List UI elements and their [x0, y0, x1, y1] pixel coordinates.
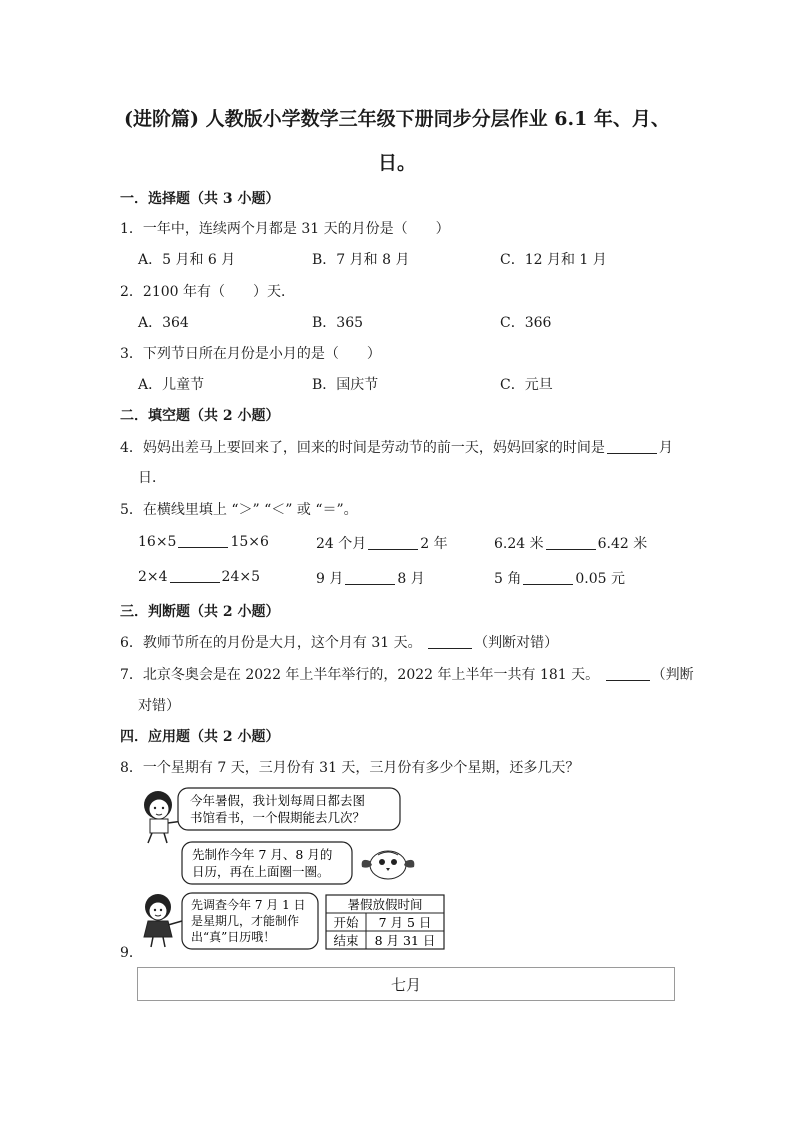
q5-item-4: 2×4 24×5 [138, 569, 260, 585]
q6-answer-blank[interactable] [428, 634, 472, 649]
page-title-line2: 日。 [377, 152, 416, 174]
boy-figure-icon [144, 791, 183, 843]
q5-blank-5[interactable] [345, 570, 395, 585]
q5-blank-6[interactable] [523, 570, 573, 585]
section-heading-choice: 一．选择题（共 3 小题） [120, 191, 280, 207]
table-row1-value: 7 月 5 日 [378, 915, 432, 930]
bubble3-line3: 出“真”日历哦！ [191, 930, 276, 944]
q5-item-6: 5 角 0.05 元 [494, 571, 625, 587]
q4-line2: 日． [138, 470, 166, 486]
calendar-month-header: 七月 [137, 967, 675, 1001]
bubble2-line2: 日历，再在上面圈一圈。 [192, 864, 330, 879]
question-3: 3．下列节日所在月份是小月的是（ ） [120, 346, 381, 362]
q5-blank-2[interactable] [368, 535, 418, 550]
vacation-table [326, 895, 444, 949]
table-row1-label: 开始 [333, 915, 359, 930]
question-1: 1．一年中，连续两个月都是 31 天的月份是（ ） [120, 221, 450, 237]
q1-option-b: B．7 月和 8 月 [312, 252, 410, 268]
bubble1-line2: 书馆看书，一个假期能去几次？ [190, 810, 366, 825]
question-9-number: 9． [120, 945, 143, 961]
q2-option-c: C．366 [500, 315, 552, 331]
q2-option-b: B．365 [312, 315, 364, 331]
q4-month-label: 月 [658, 440, 673, 456]
table-title: 暑假放假时间 [347, 897, 423, 912]
question-8: 8．一个星期有 7 天，三月份有 31 天，三月份有多少个星期，还多几天？ [120, 760, 580, 776]
q5-item-1: 16×5 15×6 [138, 534, 269, 550]
question-4 [120, 437, 673, 457]
q3-option-c: C．元旦 [500, 377, 553, 393]
q2-option-a: A．364 [138, 315, 189, 331]
bubble1-line1: 今年暑假，我计划每周日都去图 [190, 793, 366, 808]
table-row2-label: 结束 [333, 933, 359, 948]
q1-option-a: A．5 月和 6 月 [138, 252, 236, 268]
section-heading-fill: 二．填空题（共 2 小题） [120, 408, 280, 424]
owl-figure-icon [362, 851, 415, 879]
q9-illustration [138, 785, 458, 955]
q3-option-b: B．国庆节 [312, 377, 379, 393]
bubble3-line2: 是星期几，才能制作 [191, 914, 300, 928]
q5-blank-1[interactable] [178, 533, 228, 548]
section-heading-application: 四．应用题（共 2 小题） [120, 729, 280, 745]
bubble2-line1: 先制作今年 7 月、8 月的 [192, 847, 333, 862]
q7-line2: 对错） [138, 698, 180, 714]
bubble3-line1: 先调查今年 7 月 1 日 [191, 898, 306, 912]
q3-option-a: A．儿童节 [138, 377, 205, 393]
q5-blank-4[interactable] [170, 568, 220, 583]
question-7: 7．北京冬奥会是在 2022 年上半年举行的，2022 年上半年一共有 181 天。 （判断 [120, 667, 694, 683]
q7-answer-blank[interactable] [606, 666, 650, 681]
q4-answer-blank[interactable] [607, 439, 657, 454]
table-row2-value: 8 月 31 日 [374, 933, 436, 948]
girl-figure-icon [144, 894, 182, 947]
page-title-line1: (进阶篇) 人教版小学数学三年级下册同步分层作业 6.1 年、月、 [124, 108, 670, 130]
question-6: 6．教师节所在的月份是大月，这个月有 31 天。 （判断对错） [120, 635, 559, 651]
q5-item-3: 6.24 米 6.42 米 [494, 536, 648, 552]
question-5: 5．在横线里填上 “＞” “＜” 或 “＝”。 [120, 502, 358, 518]
q5-item-5: 9 月 8 月 [316, 571, 425, 587]
q5-blank-3[interactable] [546, 535, 596, 550]
q4-text: 4．妈妈出差马上要回来了，回来的时间是劳动节的前一天，妈妈回家的时间是 [120, 440, 605, 456]
question-2: 2．2100 年有（ ）天． [120, 284, 295, 300]
q1-option-c: C．12 月和 1 月 [500, 252, 607, 268]
section-heading-judge: 三．判断题（共 2 小题） [120, 604, 280, 620]
q5-item-2: 24 个月 2 年 [316, 536, 448, 552]
